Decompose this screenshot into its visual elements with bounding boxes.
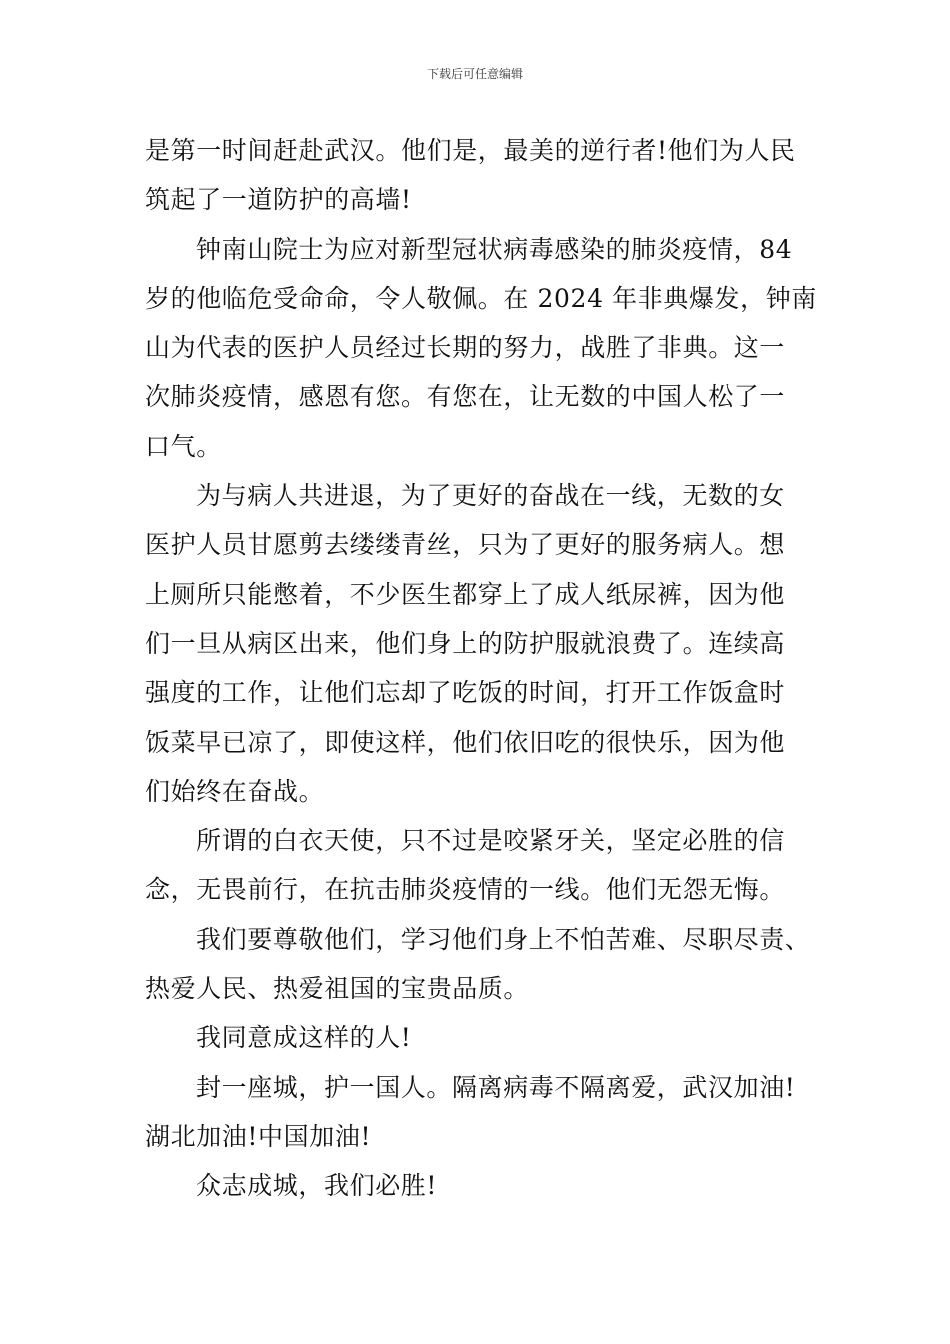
paragraph-start-line: 钟南山院士为应对新型冠状病毒感染的肺炎疫情，84 <box>196 234 793 264</box>
text-line: 筑起了一道防护的高墙! <box>145 185 412 215</box>
paragraph-start-line: 我同意成这样的人! <box>196 1023 412 1053</box>
paragraph-start-line: 所谓的白衣天使，只不过是咬紧牙关，坚定必胜的信 <box>196 826 785 856</box>
page-header-note: 下载后可任意编辑 <box>426 67 523 81</box>
paragraph-start-line: 众志成城，我们必胜! <box>196 1171 438 1201</box>
paragraph-start-line: 我们要尊敬他们，学习他们身上不怕苦难、尽职尽责、 <box>196 924 811 954</box>
text-line: 山为代表的医护人员经过长期的努力，战胜了非典。这一 <box>145 333 786 363</box>
text-line: 是第一时间赶赴武汉。他们是，最美的逆行者!他们为人民 <box>145 136 796 165</box>
text-line: 上厕所只能憋着，不少医生都穿上了成人纸尿裤，因为他 <box>145 579 786 609</box>
text-line: 强度的工作，让他们忘却了吃饭的时间，打开工作饭盒时 <box>145 678 786 708</box>
text-line: 热爱人民、热爱祖国的宝贵品质。 <box>145 974 530 1004</box>
text-line: 湖北加油!中国加油! <box>145 1121 372 1151</box>
text-line: 们一旦从病区出来，他们身上的防护服就浪费了。连续高 <box>145 628 786 658</box>
text-line: 们始终在奋战。 <box>145 776 325 806</box>
document-body <box>145 126 815 1211</box>
paragraph-start-line: 为与病人共进退，为了更好的奋战在一线，无数的女 <box>196 481 785 511</box>
text-line: 念，无畏前行，在抗击肺炎疫情的一线。他们无怨无悔。 <box>145 875 786 905</box>
text-line: 口气。 <box>145 431 222 461</box>
paragraph-start-line: 封一座城，护一国人。隔离病毒不隔离爱，武汉加油! <box>196 1072 796 1102</box>
text-line: 医护人员甘愿剪去缕缕青丝，只为了更好的服务病人。想 <box>145 530 786 560</box>
text-line: 岁的他临危受命命，令人敬佩。在 2024 年非典爆发，钟南 <box>145 283 817 313</box>
text-line: 饭菜早已凉了，即使这样，他们依旧吃的很快乐，因为他 <box>145 727 786 757</box>
text-line: 次肺炎疫情，感恩有您。有您在，让无数的中国人松了一 <box>145 382 786 412</box>
